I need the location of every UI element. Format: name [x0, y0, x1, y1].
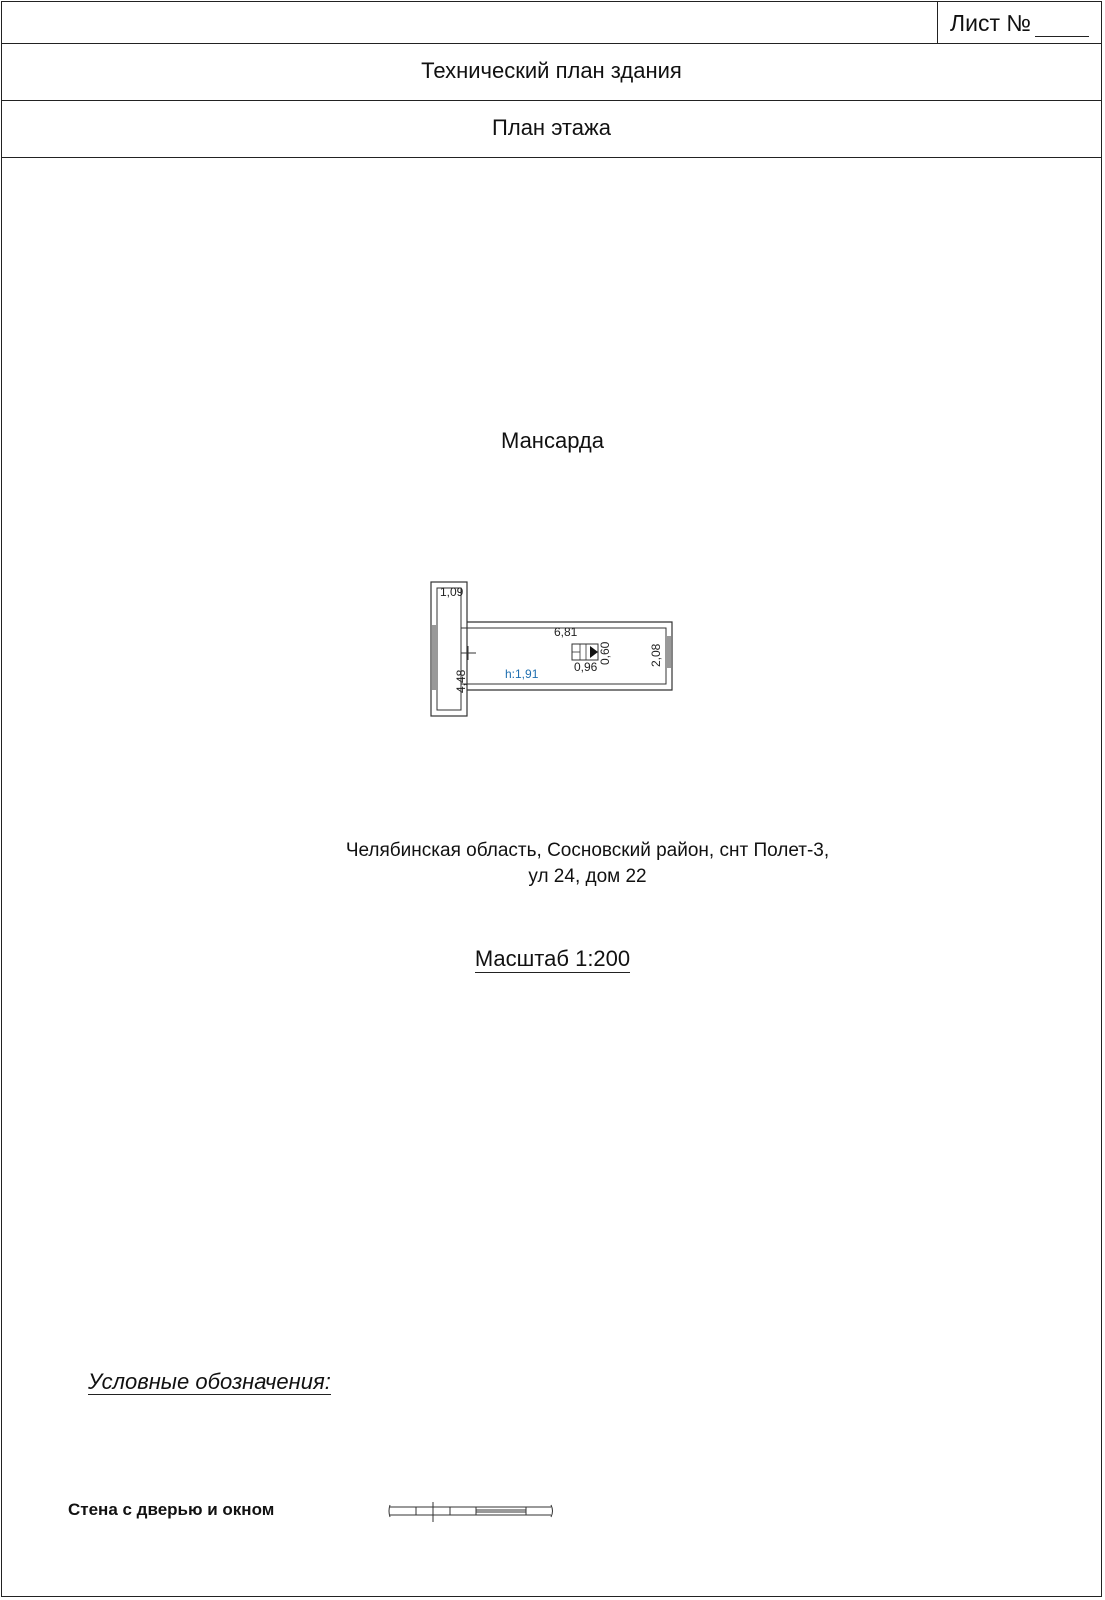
- left-room-wall: [431, 582, 467, 716]
- sheet-number-label: Лист №: [950, 10, 1032, 36]
- dim-stair-length: 0,60: [598, 641, 612, 665]
- dim-left-length: 4,48: [454, 669, 468, 693]
- dim-room-width: 2,08: [649, 643, 663, 667]
- legend-item-label: Стена с дверью и окном: [68, 1500, 275, 1519]
- floor-plan: [0, 0, 1105, 760]
- address-line-1: Челябинская область, Сосновский район, снт Полет-3,: [345, 840, 830, 861]
- floor-name: Мансарда: [501, 428, 604, 453]
- address: [290, 838, 885, 890]
- document-title: Технический план здания: [421, 58, 682, 83]
- legend-title: Условные обозначения:: [88, 1369, 331, 1394]
- room-height: h:1,91: [505, 667, 539, 681]
- section-title: План этажа: [492, 115, 611, 140]
- dim-stair-width: 0,96: [574, 660, 598, 674]
- wall-door-window-symbol: [388, 1500, 558, 1524]
- dim-room-length: 6,81: [554, 625, 578, 639]
- dim-left-width: 1,09: [440, 585, 464, 599]
- scale-label: Масштаб 1:200: [474, 946, 631, 971]
- stair-arrow-icon: [590, 646, 598, 658]
- address-line-2: ул 24, дом 22: [528, 866, 647, 887]
